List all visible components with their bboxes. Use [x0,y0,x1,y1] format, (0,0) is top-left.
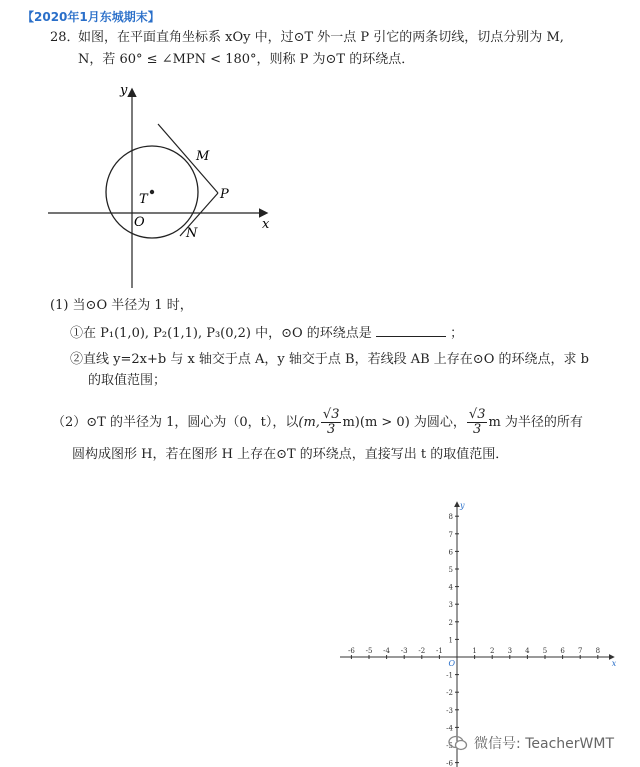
x-tick-label: -3 [400,647,408,655]
part2-text-b: (m, [298,414,320,430]
y-tick-label: 2 [448,618,453,627]
watermark [448,733,614,753]
y-tick-label: 5 [448,566,453,574]
x-tick-label: 5 [542,647,548,655]
y-tick-label: 6 [448,548,453,557]
fraction-sqrt3-over-3-b: $\frac{√3}{3}$ [468,407,486,437]
x-tick-label: -2 [418,647,426,655]
y-tick-label: -5 [446,742,453,750]
y-tick-label: 4 [448,583,453,592]
x-tick-label: 2 [489,647,495,655]
part1-lead: (1) 当⊙O 半径为 1 时， [50,298,193,313]
part1-q1-end: ； [450,326,464,341]
grid-origin-label: O [448,659,455,668]
part2-line1 [52,408,583,437]
part2-text-d: m 为半径的所有 [488,414,583,430]
x-tick-label: 6 [560,647,565,655]
label-y: y [120,83,128,98]
y-tick-label: -2 [446,689,453,698]
label-x: x [262,217,270,232]
y-tick-label: 7 [448,530,453,539]
x-tick-label: 7 [577,647,583,655]
x-tick-label: -6 [347,647,355,655]
part1-q1-text: ①在 P₁(1,0), P₂(1,1), P₃(0,2) 中，⊙O 的环绕点是 [70,326,372,341]
part2-line2: 圆构成图形 H，若在图形 H 上存在⊙T 的环绕点，直接写出 t 的取值范围． [72,447,509,462]
x-tick-label: 1 [472,647,477,655]
grid-y-label: y [460,501,465,511]
label-T: T [139,192,148,207]
x-tick-label: -1 [435,647,443,655]
x-tick-label: 8 [595,647,601,655]
x-tick-label: 4 [525,647,530,655]
watermark-text: 微信号: TeacherWMT [474,736,614,752]
wechat-icon [448,735,468,751]
y-tick-label: 3 [448,601,453,610]
source-tag: 【2020年1月东城期末】 [22,10,160,24]
y-tick-label: -4 [446,724,453,733]
x-tick-label: -5 [365,647,373,655]
problem-intro-line1: 如图，在平面直角坐标系 xOy 中，过⊙T 外一点 P 引它的两条切线，切点分别为 M, [78,30,564,45]
coordinate-grid [340,495,630,767]
y-tick-label: 1 [448,636,453,645]
y-tick-label: 8 [448,513,453,522]
y-tick-label: -6 [446,759,453,767]
y-tick-label: -3 [446,706,453,715]
answer-blank[interactable] [376,325,446,337]
center-point-T [150,190,154,194]
problem-intro-line2: N，若 60° ≤ ∠MPN < 180°，则称 P 为⊙T 的环绕点． [78,52,415,67]
label-O: O [134,215,145,230]
x-tick-label: 3 [507,647,513,655]
part1-q1 [70,325,463,342]
problem-number: 28． [50,30,80,45]
y-tick-label: -1 [446,671,453,680]
part1-q2-line2: 的取值范围； [88,373,167,388]
label-P: P [220,187,229,202]
grid-layer [340,501,617,767]
label-M: M [196,149,210,164]
part2-text-c: m)(m > 0) 为圆心， [342,414,466,430]
tangent-figure [40,80,280,295]
part2-text-a: （2）⊙T 的半径为 1，圆心为（0，t），以 [52,414,299,430]
fraction-sqrt3-over-3-a: $\frac{√3}{3}$ [322,407,340,437]
grid-x-label: x [611,659,617,668]
part1-q2-line1: ②直线 y=2x+b 与 x 轴交于点 A，y 轴交于点 B，若线段 AB 上存在⊙O 的环绕点，求 b [70,352,589,367]
label-N: N [186,226,198,241]
x-tick-label: -4 [383,647,391,655]
